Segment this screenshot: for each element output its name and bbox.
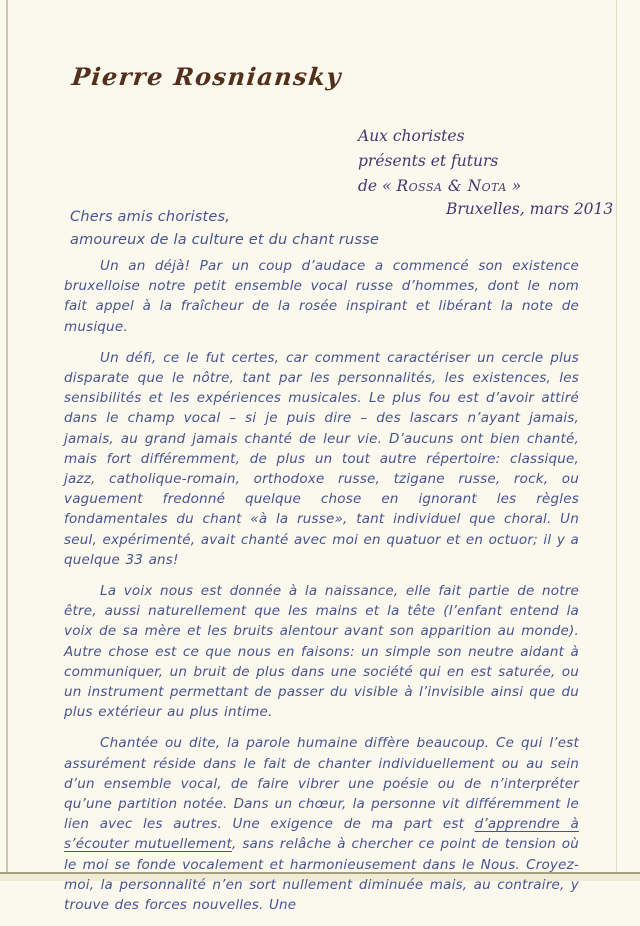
underlined-phrase: d’apprendre à s’écouter mutuellement bbox=[64, 816, 579, 853]
salutation-line-2: amoureux de la culture et du chant russe bbox=[70, 231, 380, 248]
dateline: Bruxelles, mars 2013 bbox=[446, 200, 614, 218]
body-paragraph-2: Un défi, ce le fut certes, car comment caractériser un cercle plus disparate que le nôtre, tant par les personnalités, les existences, les sensibilités et les expériences musicales. Le plus fou est d’avoir attiré dans le champ vocal – si je puis dire – des lascars n’ayant jamais, jamais, au grand jamais chanté de leur vie. D’aucuns ont bien chanté, mais fort différemment, de plus un tout autre répertoire: classique, jazz, catholique-romain, orthodoxe russe, tzigane russe, rock, ou vaguement fredonné quelque chose en ignorant les règles fondamentales du chant «à la russe», tant individuel que choral. Un seul, expérimenté, avait chanté avec moi en quatuor et en octuor; il y a quelque 33 ans! bbox=[64, 349, 579, 568]
scan-edge-left bbox=[6, 0, 8, 881]
paragraph-4-before: Chantée ou dite, la parole humaine diffère beaucoup. Ce qui l’est assurément réside dans le fait de chanter individuellement ou au sein d’un ensemble vocal, de faire vibrer une poésie ou de n’interpréter qu’une partition notée. Dans un chœur, la personne vit différemment le lien avec les autres. Une exigence de ma part est bbox=[64, 735, 579, 833]
paragraph-4-after: , sans relâche à chercher ce point de tension où le moi se fonde vocalement et harmonieusement dans le Nous. Croyez-moi, la personnalité n’en sort nullement diminuée mais, au contraire, y trouve des forces nouvelles. Une bbox=[64, 836, 580, 914]
recipient-line-2: présents et futurs bbox=[358, 152, 499, 170]
salutation-line-1: Chers amis choristes, bbox=[70, 209, 231, 225]
recipient-line-3-suffix: » bbox=[506, 177, 522, 195]
recipient-line-1: Aux choristes bbox=[358, 127, 465, 145]
recipient-line-3-prefix: de « bbox=[358, 177, 397, 195]
body-paragraph-1: Un an déjà! Par un coup d’audace a commencé son existence bruxelloise notre petit ensemble vocal russe d’hommes, dont le nom fait appel à la fraîcheur de la rosée inspirant et libérant la note de musique. bbox=[64, 258, 579, 335]
letterhead-name: Pierre Rosniansky bbox=[70, 62, 344, 91]
salutation-block bbox=[70, 206, 379, 251]
letter-body bbox=[64, 256, 579, 926]
scan-edge-right bbox=[616, 0, 617, 881]
recipient-line-3 bbox=[358, 174, 521, 199]
body-paragraph-3: La voix nous est donnée à la naissance, elle fait partie de notre être, aussi naturellement que les mains et la tête (l’enfant entend la voix de sa mère et les bruits alentour avant son apparition au monde). Autre chose est ce que nous en faisons: un simple son neutre aidant à communiquer, un bruit de plus dans une société qui en est saturée, ou un instrument permettant de passer du visible à l’invisible ainsi que du plus extérieur au plus intime. bbox=[64, 583, 579, 721]
recipient-block bbox=[358, 124, 521, 199]
ensemble-name: Rossa & Nota bbox=[396, 177, 507, 195]
body-paragraph-4 bbox=[64, 733, 579, 915]
